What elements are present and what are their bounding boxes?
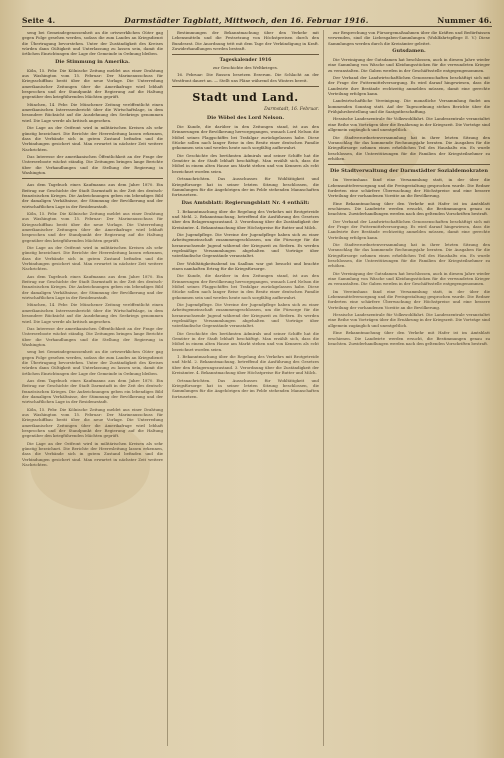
article-heading: Die Stadtverwaltung der Darmstädter Sozialdemokraten [330,168,488,175]
article-paragraph: Ortsnachrichten. Das Ausschusses für Wohltätigkeit und Kriegsfürsorge hat in seiner letzten Sitzung beschlossen, die Sammlungen für die Angehörigen der im Felde stehenden Mannschaften fortzusetzen. [172,176,319,198]
article-paragraph: Die Stadtverordnetenversammlung hat in ihrer letzten Sitzung den Voranschlag für das kommende Rechnungsjahr beraten. Die Ausgaben für die Kriegsfürsorge nehmen einen erheblichen Teil des Haushalts ein. Es wurde beschlossen, die Unterstützungen für die Familien der Kriegsteilnehmer zu erhöhen. [328,134,490,161]
article-paragraph: Aus dem Tagebuch eines Kaufmanns aus dem Jahre 1870. Ein Beitrag zur Geschichte der Stadt Darmstadt in der Zeit des deutsch-französischen Krieges. Die Aufzeichnungen geben ein lebendiges Bild der damaligen Verhältnisse, der Stimmung der Bevölkerung und der wirtschaftlichen Lage in der Residenzstadt. [22,182,163,209]
article-paragraph: Die Kunde, die darüber in den Zeitungen stand, ist aus den Erinnerungen der Bevölkerung hervorgegangen, wonach Lord Nelson die Möbel seines Flaggschiffes bei Trafalgar zurückgelassen habe. Diese Stücke sollen nach langer Reise in den Besitz einer deutschen Familie gekommen sein und werden heute noch sorgfältig aufbewahrt. [172,273,319,300]
article-paragraph: Im Vereinshaus fand eine Versammlung statt, in der über die Lebensmittelversorgung und die Preisgestaltung gesprochen wurde. Die Redner forderten eine schärfere Überwachung der Höchstpreise und eine bessere Verteilung der vorhandenen Vorräte an die Bevölkerung. [328,177,490,199]
article-paragraph: Hessische Landeszentrale für Volkswohlfahrt. Die Landeszentrale veranstaltet eine Reihe von Vorträgen über die Ernährung in der Kriegszeit. Die Vorträge sind allgemein zugänglich und unentgeltlich. [328,312,490,328]
article-paragraph: München, 14. Febr. Die Münchener Zeitung veröffentlicht einen amerikanischen Interessenbericht über die Wirtschaftslage, in dem besondere Rücksicht auf die Ausdehnung des Seekriegs genommen wird. Die Lage werde als kritisch angesehen. [22,302,163,324]
dateline: Darmstadt, 16. Februar. [264,107,319,113]
article-heading: Die Stimmung in Amerika. [55,58,130,65]
calendar-box-text: 16. Februar: Die Russen besetzen Erzerum. Die Schlacht an der Westfront dauert an. — Stellt uns Pläne während des Winters bereit. [172,72,319,83]
article-paragraph: Eine Bekanntmachung über den Verkehr mit Hafer ist im Amtsblatt erschienen. Die Landwirte werden ersucht, die Bestimmungen genau zu beachten. Zuwiderhandlungen werden nach den geltenden Vorschriften bestraft. [328,330,490,346]
calendar-box-title: Tageskalender 1916 [219,58,272,64]
article-paragraph: Die Stadtverordnetenversammlung hat in ihrer letzten Sitzung den Voranschlag für das kommende Rechnungsjahr beraten. Die Ausgaben für die Kriegsfürsorge nehmen einen erheblichen Teil des Haushalts ein. Es wurde beschlossen, die Unterstützungen für die Familien der Kriegsteilnehmer zu erhöhen. [328,242,490,269]
section-rule [328,164,490,165]
article-paragraph: seng bei Gemeindegenossenheit an die ortswerklichen Güter gag gegen Folge gesehen werden, sodass die zum Landes an Kriegsdienst die Übertragung bevorstehen. Unter der Zuständigkeit des Kreises würden dann Gültigkeit und Unterlassung zu lassen sein, damit die örtlichen Einrichtungen der Lage der Gemeinde in Ordnung bleiben. [22,349,163,376]
article-paragraph: Im Vereinshaus fand eine Versammlung statt, in der über die Lebensmittelversorgung und die Preisgestaltung gesprochen wurde. Die Redner forderten eine schärfere Überwachung der Höchstpreise und eine bessere Verteilung der vorhandenen Vorräte an die Bevölkerung. [328,288,490,310]
article-heading: Gutsdamen. [392,48,426,55]
article-paragraph: Die Lage an der Ostfront wird in militärischen Kreisen als sehr günstig bezeichnet. Die Berichte der Heeresleitung lassen erkennen, dass die Verbände sich in gutem Zustand befinden und die Verbindungen gesichert sind. Man erwartet in nächster Zeit weitere Nachrichten. [22,245,163,272]
article-paragraph: Aus dem Tagebuch eines Kaufmanns aus dem Jahre 1870. Ein Beitrag zur Geschichte der Stadt Darmstadt in der Zeit des deutsch-französischen Krieges. Die Aufzeichnungen geben ein lebendiges Bild der damaligen Verhältnisse, der Stimmung der Bevölkerung und der wirtschaftlichen Lage in der Residenzstadt. [22,377,163,405]
column-1 [22,30,163,748]
article-paragraph: Die Vereinigung der Gutsdamen hat beschlossen, auch in diesem Jahre wieder eine Sammlung von Wäsche und Kleidungsstücken für die verwundeten Krieger zu veranstalten. Die Gaben werden in der Geschäftsstelle entgegengenommen. [328,57,490,73]
issue-number: Nummer 46. [437,15,492,25]
article-paragraph: Der Wohltätigkeitsabend im Saalbau war gut besucht und brachte einen namhaften Ertrag für die Kriegsfürsorge. [172,260,319,271]
article-paragraph: Der Verband der Landwirtschaftlichen Genossenschaften beschäftigt sich mit der Frage der Futtermittelversorgung. Es wird darauf hingewiesen, dass die Landwirte ihre Bestände rechtzeitig anmelden müssen, damit eine gerechte Verteilung erfolgen kann. [328,218,490,240]
article-paragraph: Der Verband der Landwirtschaftlichen Genossenschaften beschäftigt sich mit der Frage der Futtermittelversorgung. Es wird darauf hingewiesen, dass die Landwirte ihre Bestände rechtzeitig anmelden müssen, damit eine gerechte Verteilung erfolgen kann. [328,75,490,97]
article-paragraph: Eine Bekanntmachung über den Verkehr mit Hafer ist im Amtsblatt erschienen. Die Landwirte werden ersucht, die Bestimmungen genau zu beachten. Zuwiderhandlungen werden nach den geltenden Vorschriften bestraft. [328,200,490,217]
column-divider [323,30,324,746]
article-heading: Das Amtsblatt: Regierungsblatt Nr. 4 enthält: [181,199,310,206]
article-paragraph: Ortsnachrichten. Das Ausschusses für Wohltätigkeit und Kriegsfürsorge hat in seiner letzten Sitzung beschlossen, die Sammlungen für die Angehörigen der im Felde stehenden Mannschaften fortzusetzen. [172,377,319,399]
calendar-box-subtitle: zur Geschichte des Weltkrieges. [212,65,279,71]
article-paragraph: Die Geschichte des berühmten Admirals und seiner Schiffe hat die Gemüter in der Stadt lebhaft beschäftigt. Man erzählt sich, dass die Möbel in einem alten Hause am Markt stehen und von Kennern als echt bezeichnet worden seien. [172,152,319,174]
article-paragraph: zur Besprechung von Fürsorgemaßnahmen über die Kräften und Bedürfnissen verwenden, sind die Liebesgaben-Sammlungen (Wohlfahrtspflege E. V.) Diese Sammlungen werden durch die Kreisämter geleitet. [328,30,490,46]
column-2 [172,30,319,748]
section-title: Stadt und Land. [192,91,299,105]
article-paragraph: seng bei Gemeindegenossenheit an die ortswerklichen Güter gag gegen Folge gesehen werden, sodass die zum Landes an Kriegsdienst die Übertragung bevorstehen. Unter der Zuständigkeit des Kreises würden dann Gültigkeit und Unterlassung zu lassen sein, damit die örtlichen Einrichtungen der Lage der Gemeinde in Ordnung bleiben. [22,30,163,57]
column-3 [328,30,490,748]
article-paragraph: Aus dem Tagebuch eines Kaufmanns aus dem Jahre 1870. Ein Beitrag zur Geschichte der Stadt Darmstadt in der Zeit des deutsch-französischen Krieges. Die Aufzeichnungen geben ein lebendiges Bild der damaligen Verhältnisse, der Stimmung der Bevölkerung und der wirtschaftlichen Lage in der Residenzstadt. [22,273,163,301]
article-paragraph: Die Geschichte des berühmten Admirals und seiner Schiffe hat die Gemüter in der Stadt lebhaft beschäftigt. Man erzählt sich, dass die Möbel in einem alten Hause am Markt stehen und von Kennern als echt bezeichnet worden seien. [172,330,319,352]
section-rule [172,54,319,55]
article-paragraph: Die Kunde, die darüber in den Zeitungen stand, ist aus den Erinnerungen der Bevölkerung hervorgegangen, wonach Lord Nelson die Möbel seines Flaggschiffes bei Trafalgar zurückgelassen habe. Diese Stücke sollen nach langer Reise in den Besitz einer deutschen Familie gekommen sein und werden heute noch sorgfältig aufbewahrt. [172,124,319,151]
article-paragraph: Die Vereinigung der Gutsdamen hat beschlossen, auch in diesem Jahre wieder eine Sammlung von Wäsche und Kleidungsstücken für die verwundeten Krieger zu veranstalten. Die Gaben werden in der Geschäftsstelle entgegengenommen. [328,270,490,287]
article-paragraph: Köln, 15. Febr. Die Kölnische Zeitung meldet aus einer Drahtung aus Washington vom 15. Februar: Der Marineausschuss für Kriegsschiffbau berät über die neue Vorlage. Die Unterredung amerikanischer Zeitungen über die Amerikafrage wird lebhaft besprochen und der Standpunkt der Regierung auf die Haltung gegenüber den kriegführenden Mächten geprüft. [22,406,163,439]
section-rule [172,86,319,87]
article-paragraph: Die Lage an der Ostfront wird in militärischen Kreisen als sehr günstig bezeichnet. Die Berichte der Heeresleitung lassen erkennen, dass die Verbände sich in gutem Zustand befinden und die Verbindungen gesichert sind. Man erwartet in nächster Zeit weitere Nachrichten. [22,125,163,152]
article-paragraph: Die Jugendpflege. Die Vereine der Jugendpflege haben sich zu einer Arbeitsgemeinschaft zusammengeschlossen, um die Fürsorge für die heranwachsende Jugend während der Kriegszeit zu fördern. Es werden regelmäßige Versammlungen abgehalten und Vorträge über vaterländische Gegenstände veranstaltet. [172,302,319,329]
section-rule [22,178,163,179]
article-paragraph: Die Jugendpflege. Die Vereine der Jugendpflege haben sich zu einer Arbeitsgemeinschaft zusammengeschlossen, um die Fürsorge für die heranwachsende Jugend während der Kriegszeit zu fördern. Es werden regelmäßige Versammlungen abgehalten und Vorträge über vaterländische Gegenstände veranstaltet. [172,231,319,259]
article-heading: Die Wöbel des Lord Nelson. [206,115,285,122]
article-paragraph: 1. Bekanntmachung über die Regelung des Verkehrs mit Brotgetreide und Mehl. 2. Bekanntmachung, betreffend die Ausführung des Gesetzes über den Belagerungszustand. 3. Verordnung über die Zuständigkeit der Kreisämter. 4. Bekanntmachung über Höchstpreise für Butter und Milch. [172,208,319,230]
page-header [22,14,492,27]
newspaper-masthead: Darmstädter Tagblatt, Mittwoch, den 16. Februar 1916. [124,15,369,25]
article-paragraph: 1. Bekanntmachung über die Regelung des Verkehrs mit Brotgetreide und Mehl. 2. Bekanntmachung, betreffend die Ausführung des Gesetzes über den Belagerungszustand. 3. Verordnung über die Zuständigkeit der Kreisämter. 4. Bekanntmachung über Höchstpreise für Butter und Milch. [172,354,319,376]
article-paragraph: Die Lage an der Ostfront wird in militärischen Kreisen als sehr günstig bezeichnet. Die Berichte der Heeresleitung lassen erkennen, dass die Verbände sich in gutem Zustand befinden und die Verbindungen gesichert sind. Man erwartet in nächster Zeit weitere Nachrichten. [22,440,163,468]
article-paragraph: Das Interesse der amerikanischen Öffentlichkeit an der Frage der Unterseeboote wächst ständig. Die Zeitungen bringen lange Berichte über die Verhandlungen und die Stellung der Regierung in Washington. [22,153,163,175]
article-paragraph: Köln, 15. Febr. Die Kölnische Zeitung meldet aus einer Drahtung aus Washington vom 15. Februar: Der Marineausschuss für Kriegsschiffbau berät über die neue Vorlage. Die Unterredung amerikanischer Zeitungen über die Amerikafrage wird lebhaft besprochen und der Standpunkt der Regierung auf die Haltung gegenüber den kriegführenden Mächten geprüft. [22,210,163,243]
article-paragraph: Landwirtschaftliche Vereinigung. Die monatliche Versammlung findet am kommenden Sonntag statt. Auf der Tagesordnung stehen Berichte über die Frühjahrsbestellung und die Saatgutbeschaffung. [328,98,490,115]
article-paragraph: Hessische Landeszentrale für Volkswohlfahrt. Die Landeszentrale veranstaltet eine Reihe von Vorträgen über die Ernährung in der Kriegszeit. Die Vorträge sind allgemein zugänglich und unentgeltlich. [328,116,490,133]
article-paragraph: Köln, 15. Febr. Die Kölnische Zeitung meldet aus einer Drahtung aus Washington vom 15. Februar: Der Marineausschuss für Kriegsschiffbau berät über die neue Vorlage. Die Unterredung amerikanischer Zeitungen über die Amerikafrage wird lebhaft besprochen und der Standpunkt der Regierung auf die Haltung gegenüber den kriegführenden Mächten geprüft. [22,67,163,100]
column-divider [167,30,168,746]
article-paragraph: München, 14. Febr. Die Münchener Zeitung veröffentlicht einen amerikanischen Interessenbericht über die Wirtschaftslage, in dem besondere Rücksicht auf die Ausdehnung des Seekriegs genommen wird. Die Lage werde als kritisch angesehen. [22,101,163,123]
page-number: Seite 4. [22,15,56,25]
article-paragraph: Bestimmungen der Bekanntmachung über den Verkehr mit Lebensmitteln und die Festsetzung von Höchstpreisen durch den Bundesrat. Die Anordnung tritt mit dem Tage der Verkündigung in Kraft. Zuwiderhandlungen werden bestraft. [172,30,319,52]
article-paragraph: Das Interesse der amerikanischen Öffentlichkeit an der Frage der Unterseeboote wächst ständig. Die Zeitungen bringen lange Berichte über die Verhandlungen und die Stellung der Regierung in Washington. [22,325,163,347]
